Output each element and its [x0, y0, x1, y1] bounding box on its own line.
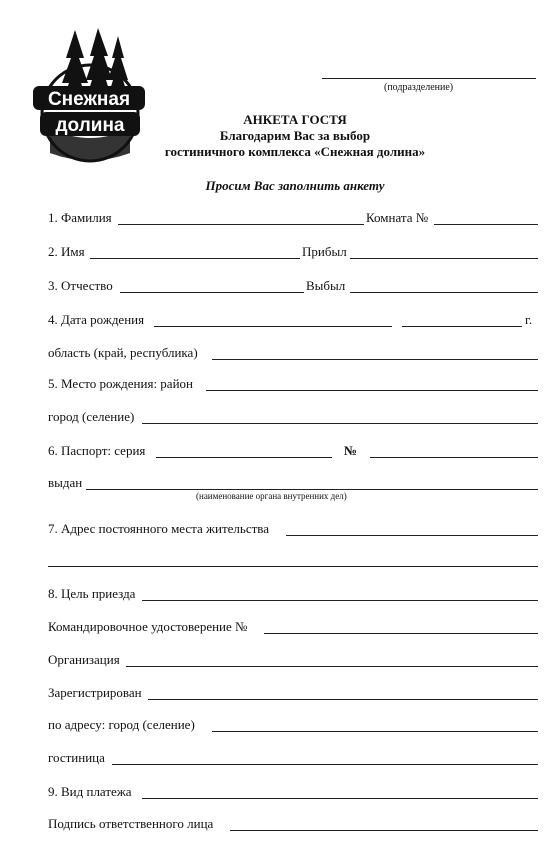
departed-field[interactable]	[350, 292, 538, 293]
hotel-label: гостиница	[48, 750, 105, 765]
passport-label: 6. Паспорт: серия	[48, 443, 146, 458]
payment-label: 9. Вид платежа	[48, 784, 132, 799]
name-field[interactable]	[90, 258, 300, 259]
organization-field[interactable]	[126, 666, 538, 667]
issued-caption: (наименование органа внутренних дел)	[196, 491, 347, 501]
issued-field[interactable]	[86, 489, 538, 490]
logo-line2: долина	[55, 115, 125, 136]
snezhnaya-dolina-logo	[30, 28, 150, 168]
hotel-field[interactable]	[112, 764, 538, 765]
organization-label: Организация	[48, 652, 120, 667]
signature-label: Подпись ответственного лица	[48, 816, 214, 831]
purpose-field[interactable]	[142, 600, 538, 601]
address-field-1[interactable]	[286, 535, 538, 536]
address-field-2[interactable]	[48, 566, 538, 567]
travel-cert-label: Командировочное удостоверение №	[48, 619, 248, 634]
departed-label: Выбыл	[306, 278, 346, 293]
region-label: область (край, республика)	[48, 345, 198, 360]
address-label: 7. Адрес постоянного места жительства	[48, 521, 270, 536]
registered-field[interactable]	[148, 699, 538, 700]
year-suffix: г.	[525, 312, 533, 327]
name-label: 2. Имя	[48, 244, 85, 259]
issued-label: выдан	[48, 475, 83, 490]
passport-number-field[interactable]	[370, 457, 538, 458]
fill-request: Просим Вас заполнить анкету	[205, 178, 385, 193]
patronymic-field[interactable]	[120, 292, 304, 293]
thanks-line-1: Благодарим Вас за выбор	[219, 128, 371, 143]
purpose-label: 8. Цель приезда	[48, 586, 136, 601]
birth-place-field[interactable]	[206, 390, 538, 391]
birth-place-label: 5. Место рождения: район	[48, 376, 193, 391]
city-label: город (селение)	[48, 409, 135, 424]
thanks-line-2: гостиничного комплекса «Снежная долина»	[164, 144, 426, 159]
arrived-field[interactable]	[350, 258, 538, 259]
at-address-label: по адресу: город (селение)	[48, 717, 195, 732]
city-field[interactable]	[142, 423, 538, 424]
logo-line1: Снежная	[47, 89, 131, 110]
department-caption: (подразделение)	[384, 82, 454, 93]
birth-year-field[interactable]	[402, 326, 522, 327]
surname-label: 1. Фамилия	[48, 210, 112, 225]
passport-number-sign: №	[344, 443, 358, 458]
signature-field[interactable]	[230, 830, 538, 831]
at-address-field[interactable]	[212, 731, 538, 732]
patronymic-label: 3. Отчество	[48, 278, 113, 293]
form-title: АНКЕТА ГОСТЯ	[243, 112, 347, 127]
birth-date-field[interactable]	[154, 326, 392, 327]
room-field[interactable]	[434, 224, 538, 225]
passport-series-field[interactable]	[156, 457, 332, 458]
payment-field[interactable]	[142, 798, 538, 799]
department-line[interactable]	[322, 78, 536, 79]
arrived-label: Прибыл	[302, 244, 347, 259]
surname-field[interactable]	[118, 224, 364, 225]
room-label: Комната №	[366, 210, 429, 225]
birth-date-label: 4. Дата рождения	[48, 312, 145, 327]
region-field[interactable]	[212, 359, 538, 360]
registered-label: Зарегистрирован	[48, 685, 142, 700]
travel-cert-field[interactable]	[264, 633, 538, 634]
